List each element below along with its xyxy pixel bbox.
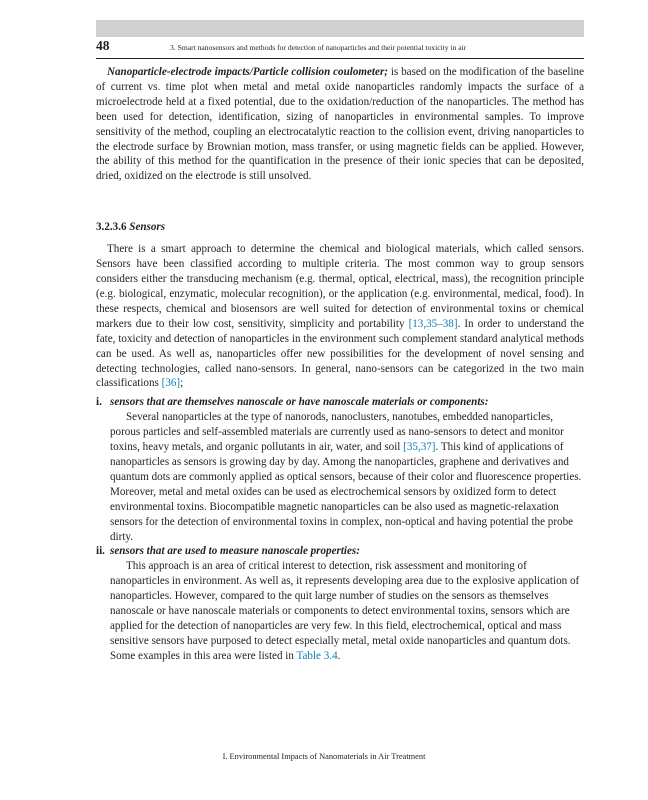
list-marker: i. xyxy=(96,396,102,409)
list-item xyxy=(96,395,584,410)
page-footer: I. Environmental Impacts of Nanomaterials in Air Treatment xyxy=(222,752,426,761)
section-title: Sensors xyxy=(129,221,166,234)
header-bar xyxy=(96,20,584,37)
list-item-body: . xyxy=(337,649,341,662)
list-item-text xyxy=(110,559,584,663)
citation-link[interactable]: [13,35–38] xyxy=(408,317,458,330)
paragraph-text: There is a smart approach to determine the chemical and biological materials, which called sensors. Sensors have been classified according to multiple criteria. The most common way to group sensors considers either the transducing mechanism (e.g. thermal, optical, electrical, mass), the recognition principle (e.g. biological, enzymatic, molecular recognition), or the application (e.g. environmental, medical, food). In these respects, chemical and biosensors are well suited for detection of environmental toxins or chemical markers due to their low cost, sensitivity, simplicity and portability xyxy=(96,243,584,330)
page-number: 48 xyxy=(96,38,110,53)
running-title: 3. Smart nanosensors and methods for detection of nanoparticles and their potential toxicity in air xyxy=(170,43,467,52)
list-item-body: Several nanoparticles at the type of nanorods, nanoclusters, nanotubes, embedded nanoparticles, porous particles and self-assembled materials are currently used as nano-sensors to detect and monitor toxins, heavy metals, and organic pollutants in air, water, and soil xyxy=(110,411,564,454)
citation-link[interactable]: [35,37] xyxy=(403,441,436,454)
list-item-body: This approach is an area of critical interest to detection, risk assessment and monitoring of nanoparticles in environment. As well as, it represents developing area due to the explosive application of nanoparticles. However, compared to the quit large number of studies on the sensors as themselves nanoscale or have nanoscale materials or components to detect environmental toxins, sensors which are applied for the detection of nanoparticles are very few. In this field, electrochemical, optical and mass sensitive sensors have purposed to detect especially metal, metal oxide nanoparticles and quantum dots. Some examples in this area were listed in xyxy=(110,560,580,662)
list-item-title: sensors that are used to measure nanoscale properties: xyxy=(110,545,360,558)
section-heading xyxy=(96,220,584,234)
list-item xyxy=(96,544,584,559)
citation-link[interactable]: [36] xyxy=(161,377,181,390)
list-marker: ii. xyxy=(96,545,105,558)
page-header xyxy=(96,40,584,59)
paragraph-text: . In order to understand the fate, toxicity and detection of nanoparticles in the environment such complement standard analytical methods can be used. As well as, nanoparticles offer new possibilities for the development of novel sensing and detecting technologies, called nano-sensors. In general, nano-sensors can be categorized in the two main classifications xyxy=(96,317,584,390)
table-link[interactable]: Table 3.4 xyxy=(296,649,338,662)
section-number: 3.2.3.6 xyxy=(96,221,127,234)
sensor-classification-list xyxy=(96,395,584,664)
list-item-body: . This kind of applications of nanoparticles as sensors is growing day by day. Among the nanoparticles, graphene and derivatives and quantum dots are commonly applied as optical sensors, because of their color and fluorescence properties. Moreover, metal and metal oxides can be used as electrochemical sensors by oxidized form to detect environmental toxins. Biocompatible magnetic nanoparticles can be also used as magnetic-relaxation sensors for the detection of environmental toxins in complex, non-optical and having potential the probe dirty. xyxy=(110,441,582,543)
intro-lead: Nanoparticle-electrode impacts/Particle collision coulometer; xyxy=(107,66,388,78)
paragraph-text: ; xyxy=(180,377,184,390)
list-item-title: sensors that are themselves nanoscale or have nanoscale materials or components: xyxy=(110,396,489,409)
sensors-paragraph xyxy=(96,242,584,391)
intro-text: is based on the modification of the baseline of current vs. time plot when metal and metal oxide nanoparticles randomly impacts the surface of a microelectrode held at a fixed potential, due to the oxidation/reduction of the nanoparticles. The method has been used for detection, identification, sizing of nanoparticles in environmental samples. To improve sensitivity of the method, coupling an electrocatalytic reaction to the collision event, driving nanoparticles to the electrode surface by Brownian motion, mass transfer, or using magnetic fields can be applied. However, the ability of this method for the quantification in the presence of their ionic species that can be deposited, dried, oxidized on the electrode is still unsolved. xyxy=(96,66,585,183)
page-content xyxy=(96,65,584,664)
intro-paragraph xyxy=(96,65,584,184)
list-item-text xyxy=(110,410,584,544)
